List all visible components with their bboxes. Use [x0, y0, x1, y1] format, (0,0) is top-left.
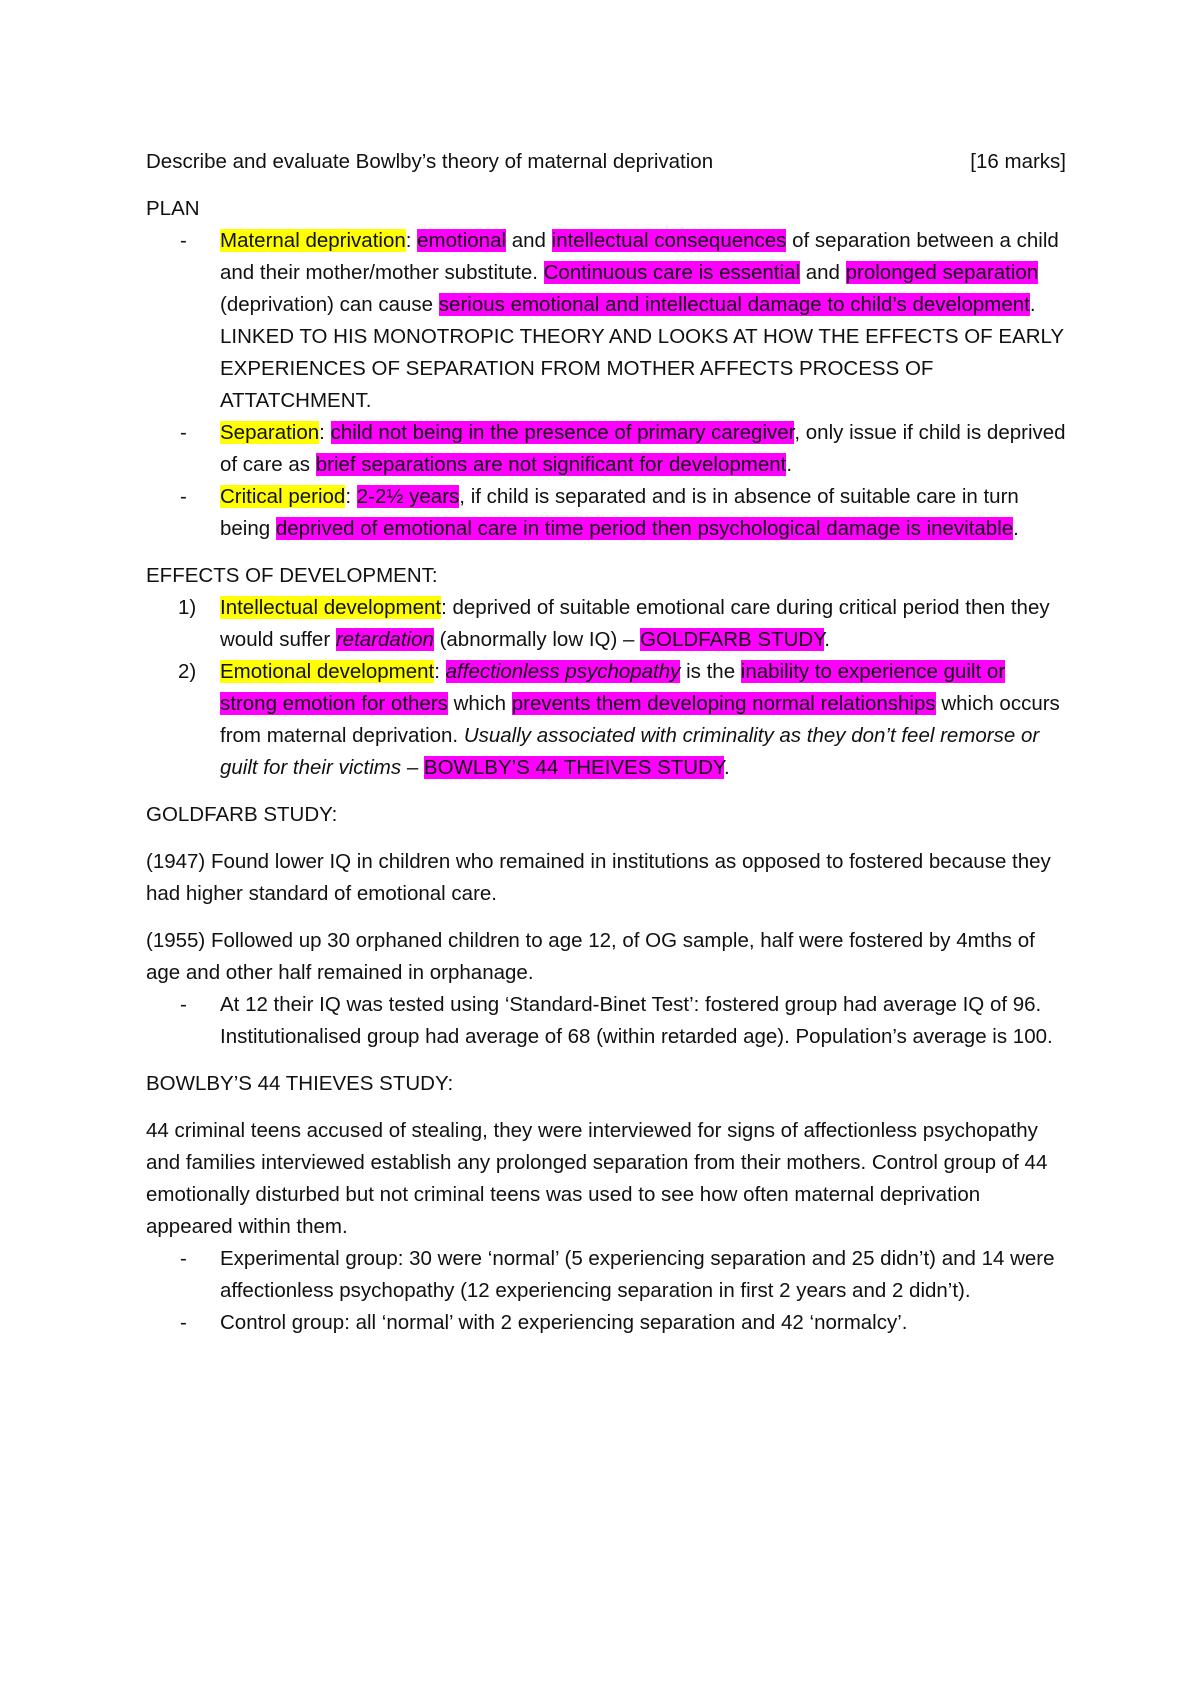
text-segment: and — [800, 261, 846, 284]
highlighted-text: Intellectual development — [220, 596, 442, 619]
goldfarb-paragraph-1947: (1947) Found lower IQ in children who remained in institutions as opposed to fostered because they had higher standard of emotional care. — [146, 850, 1051, 905]
list-item — [146, 656, 1066, 784]
list-item — [146, 417, 1066, 481]
list-marker: - — [180, 1311, 187, 1334]
goldfarb-heading: GOLDFARB STUDY: — [146, 803, 338, 826]
title-row — [146, 146, 1066, 178]
goldfarb-list — [146, 989, 1066, 1053]
document-body — [146, 146, 1066, 1339]
list-item — [146, 989, 1066, 1053]
list-marker: 1) — [178, 596, 197, 619]
list-item-text — [220, 421, 1066, 476]
highlighted-text: GOLDFARB STUDY — [640, 628, 825, 651]
highlighted-text: retardation — [335, 628, 434, 651]
text-segment: : — [434, 660, 446, 683]
list-item-text — [220, 1311, 908, 1334]
text-segment: : — [319, 421, 331, 444]
highlighted-text: deprived of emotional care in time period then psychological damage is inevitable — [275, 517, 1014, 540]
effects-list — [146, 592, 1066, 784]
list-marker: 2) — [178, 660, 197, 683]
highlighted-text: serious emotional and intellectual damage to child’s development — [438, 293, 1030, 316]
text-segment: : — [345, 485, 357, 508]
text-segment: (deprivation) can cause — [220, 293, 439, 316]
list-item — [146, 225, 1066, 417]
highlighted-text: Emotional development — [220, 660, 435, 683]
list-item — [146, 1243, 1066, 1307]
list-item-text — [220, 229, 1064, 412]
highlighted-text: child not being in the presence of primary caregiver — [330, 421, 795, 444]
list-item-text — [220, 596, 1050, 651]
thieves-heading: BOWLBY’S 44 THIEVES STUDY: — [146, 1072, 454, 1095]
list-item-text — [220, 485, 1019, 540]
highlighted-text: 2-2½ years — [356, 485, 460, 508]
text-segment: of separation between a child and their mother/mother substitute. — [220, 229, 1059, 284]
text-segment: Experimental group: 30 were ‘normal’ (5 experiencing separation and 25 didn’t) and 14 were affectionless psychopathy (12 experiencing separation in first 2 years and 2 didn’t). — [220, 1247, 1055, 1302]
thieves-paragraph: 44 criminal teens accused of stealing, they were interviewed for signs of affectionless psychopathy and families interviewed establish any prolonged separation from their mothers. Control group of 44 emotionally disturbed but not criminal teens was used to see how often maternal deprivation appeared within them. — [146, 1119, 1048, 1238]
list-marker: - — [180, 1247, 187, 1270]
essay-question: Describe and evaluate Bowlby’s theory of maternal deprivation — [146, 150, 714, 173]
list-item-text — [220, 993, 1053, 1048]
list-marker: - — [180, 229, 187, 252]
plan-list — [146, 225, 1066, 545]
plan-heading: PLAN — [146, 197, 200, 220]
highlighted-text: inability to experience guilt or strong emotion for others — [220, 660, 1006, 715]
thieves-list — [146, 1243, 1066, 1339]
text-segment: Control group: all ‘normal’ with 2 experiencing separation and 42 ‘normalcy’. — [220, 1311, 908, 1334]
goldfarb-paragraph-1955: (1955) Followed up 30 orphaned children to age 12, of OG sample, half were fostered by 4mths of age and other half remained in orphanage. — [146, 929, 1035, 984]
list-item — [146, 1307, 1066, 1339]
text-segment: Usually associated with criminality as they don’t feel remorse or guilt for their victims – — [220, 724, 1040, 779]
list-item-text — [220, 660, 1060, 779]
highlighted-text: Maternal deprivation — [220, 229, 406, 252]
highlighted-text: Critical period — [220, 485, 346, 508]
text-segment: which occurs from maternal deprivation. — [220, 692, 1060, 747]
text-segment: : — [405, 229, 418, 252]
text-segment: and — [506, 229, 552, 252]
text-segment: is the — [680, 660, 741, 683]
text-segment: At 12 their IQ was tested using ‘Standard-Binet Test’: fostered group had average IQ of 96. Institutionalised group had average of 68 (within retarded age). Population’s average is 100. — [220, 993, 1053, 1048]
list-marker: - — [180, 421, 187, 444]
text-segment: . — [824, 628, 830, 651]
list-marker: - — [180, 485, 187, 508]
text-segment: . — [1013, 517, 1019, 540]
list-item-text — [220, 1247, 1055, 1302]
highlighted-text: brief separations are not significant for development — [315, 453, 787, 476]
effects-heading: EFFECTS OF DEVELOPMENT: — [146, 564, 438, 587]
text-segment: . LINKED TO HIS MONOTROPIC THEORY AND LOOKS AT HOW THE EFFECTS OF EARLY EXPERIENCES OF SEPARATION FROM MOTHER AFFECTS PROCESS OF ATTATCHMENT. — [220, 293, 1064, 412]
highlighted-text: Separation — [220, 421, 320, 444]
text-segment: . — [786, 453, 793, 476]
highlighted-text: prolonged separation — [845, 261, 1039, 284]
text-segment: which — [447, 692, 512, 715]
highlighted-text: prevents them developing normal relationships — [511, 692, 936, 715]
marks-label: [16 marks] — [970, 150, 1066, 173]
text-segment: . — [723, 756, 730, 779]
highlighted-text: BOWLBY’S 44 THEIVES STUDY — [423, 756, 724, 779]
highlighted-text: emotional — [417, 229, 507, 252]
highlighted-text: Continuous care is essential — [543, 261, 800, 284]
highlighted-text: affectionless psychopathy — [445, 660, 681, 683]
text-segment: , if child is separated and is in absence of suitable care in turn being — [220, 485, 1019, 540]
text-segment: , only issue if child is deprived of care as — [220, 421, 1066, 476]
highlighted-text: intellectual consequences — [551, 229, 787, 252]
list-marker: - — [180, 993, 187, 1016]
list-item — [146, 592, 1066, 656]
text-segment: : deprived of suitable emotional care during critical period then they would suffer — [220, 596, 1050, 651]
list-item — [146, 481, 1066, 545]
text-segment: (abnormally low IQ) – — [433, 628, 641, 651]
